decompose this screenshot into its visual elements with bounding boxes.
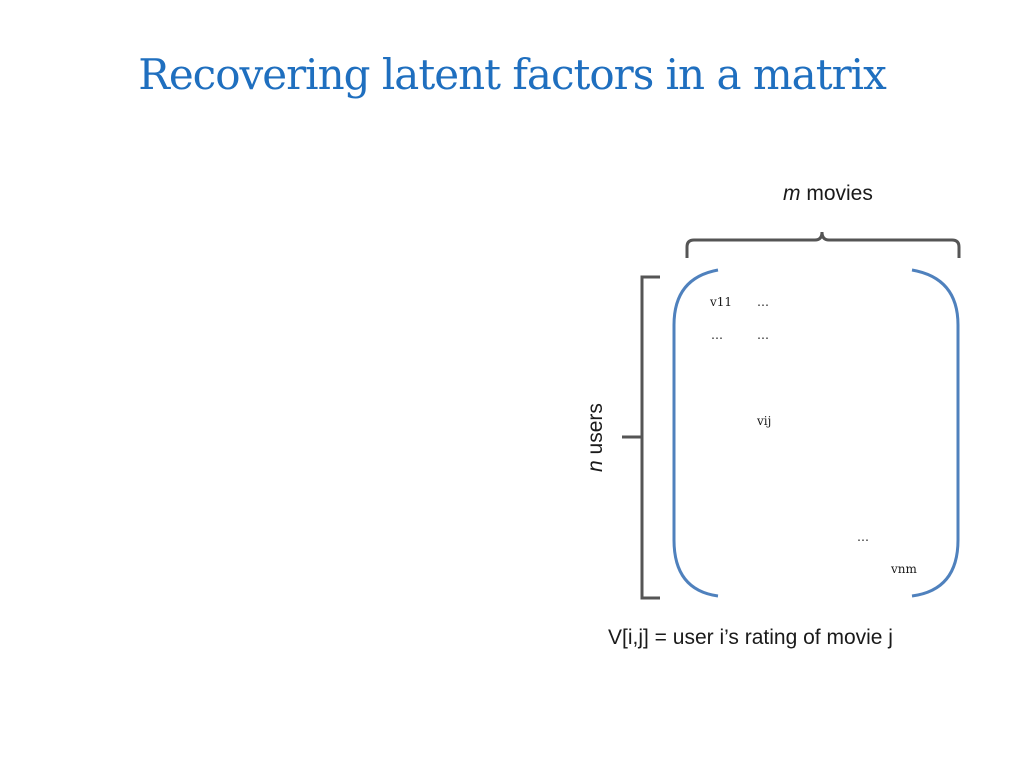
cell-vij: vij	[757, 414, 772, 428]
columns-word: movies	[806, 182, 873, 205]
cell-row2-col2-ellipsis: …	[757, 328, 769, 342]
matrix-left-paren	[674, 270, 718, 596]
columns-brace	[687, 232, 959, 258]
cell-lower-ellipsis: …	[857, 530, 869, 544]
cell-row2-col1-ellipsis: …	[711, 328, 723, 342]
slide-title: Recovering latent factors in a matrix	[138, 50, 886, 99]
columns-label	[783, 182, 873, 206]
cell-vnm: vnm	[891, 562, 917, 576]
matrix-right-paren	[912, 270, 958, 596]
rows-word: users	[584, 403, 607, 455]
rows-var: n	[584, 460, 607, 472]
rows-bracket	[642, 277, 660, 598]
cell-v11: v11	[710, 295, 733, 309]
cell-row1-ellipsis: …	[757, 295, 769, 309]
columns-var: m	[783, 182, 801, 205]
rows-label	[584, 403, 608, 472]
matrix-caption: V[i,j] = user i’s rating of movie j	[608, 626, 893, 649]
